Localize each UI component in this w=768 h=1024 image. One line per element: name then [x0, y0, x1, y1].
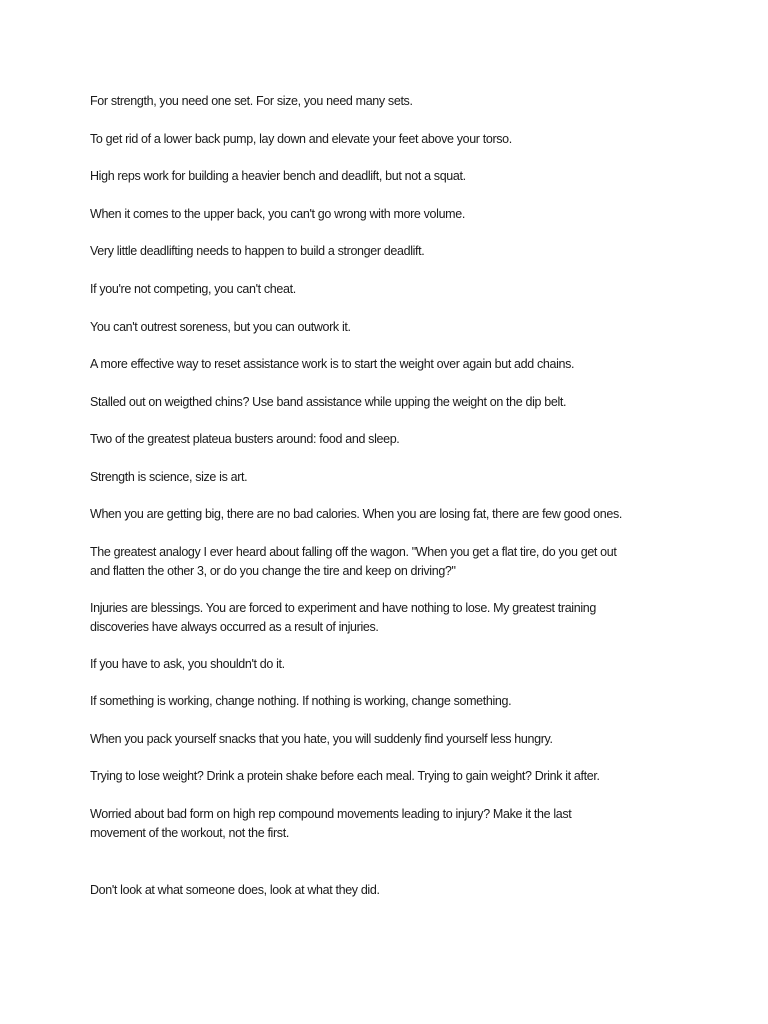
text-line: If you're not competing, you can't cheat. — [90, 282, 296, 296]
text-line: High reps work for building a heavier bench and deadlift, but not a squat. — [90, 169, 466, 183]
paragraph — [90, 242, 690, 261]
text-line: Very little deadlifting needs to happen to build a stronger deadlift. — [90, 244, 425, 258]
text-line: Strength is science, size is art. — [90, 470, 248, 484]
paragraph — [90, 543, 690, 581]
paragraph — [90, 599, 690, 637]
text-line: You can't outrest soreness, but you can outwork it. — [90, 320, 351, 334]
text-line: If something is working, change nothing. If nothing is working, change something. — [90, 694, 512, 708]
text-line: discoveries have always occurred as a result of injuries. — [90, 620, 379, 634]
text-line: and flatten the other 3, or do you change the tire and keep on driving?" — [90, 564, 456, 578]
paragraph — [90, 280, 690, 299]
paragraph — [90, 730, 690, 749]
paragraph — [90, 767, 690, 786]
text-line: movement of the workout, not the first. — [90, 826, 289, 840]
text-line: When it comes to the upper back, you can't go wrong with more volume. — [90, 207, 465, 221]
text-line: Two of the greatest plateua busters around: food and sleep. — [90, 432, 400, 446]
text-line: Stalled out on weigthed chins? Use band assistance while upping the weight on the dip belt. — [90, 395, 567, 409]
paragraph — [90, 130, 690, 149]
text-line: For strength, you need one set. For size, you need many sets. — [90, 94, 413, 108]
paragraph — [90, 805, 690, 843]
paragraph — [90, 505, 690, 524]
text-line: The greatest analogy I ever heard about falling off the wagon. "When you get a flat tire, do you get out — [90, 545, 617, 559]
paragraph — [90, 393, 690, 412]
paragraph — [90, 355, 690, 374]
text-line: If you have to ask, you shouldn't do it. — [90, 657, 285, 671]
text-line: A more effective way to reset assistance work is to start the weight over again but add chains. — [90, 357, 575, 371]
paragraph — [90, 167, 690, 186]
paragraph — [90, 205, 690, 224]
paragraph — [90, 881, 690, 900]
text-line: Injuries are blessings. You are forced to experiment and have nothing to lose. My greatest training — [90, 601, 596, 615]
paragraph — [90, 318, 690, 337]
text-line: Trying to lose weight? Drink a protein shake before each meal. Trying to gain weight? Drink it after. — [90, 769, 600, 783]
text-line: To get rid of a lower back pump, lay down and elevate your feet above your torso. — [90, 132, 512, 146]
paragraph — [90, 692, 690, 711]
text-line: Don't look at what someone does, look at what they did. — [90, 883, 380, 897]
text-line: Worried about bad form on high rep compound movements leading to injury? Make it the last — [90, 807, 572, 821]
paragraph — [90, 655, 690, 674]
paragraph — [90, 468, 690, 487]
text-line: When you are getting big, there are no bad calories. When you are losing fat, there are few good ones. — [90, 507, 623, 521]
paragraph — [90, 430, 690, 449]
paragraph — [90, 92, 690, 111]
text-line: When you pack yourself snacks that you hate, you will suddenly find yourself less hungry. — [90, 732, 553, 746]
